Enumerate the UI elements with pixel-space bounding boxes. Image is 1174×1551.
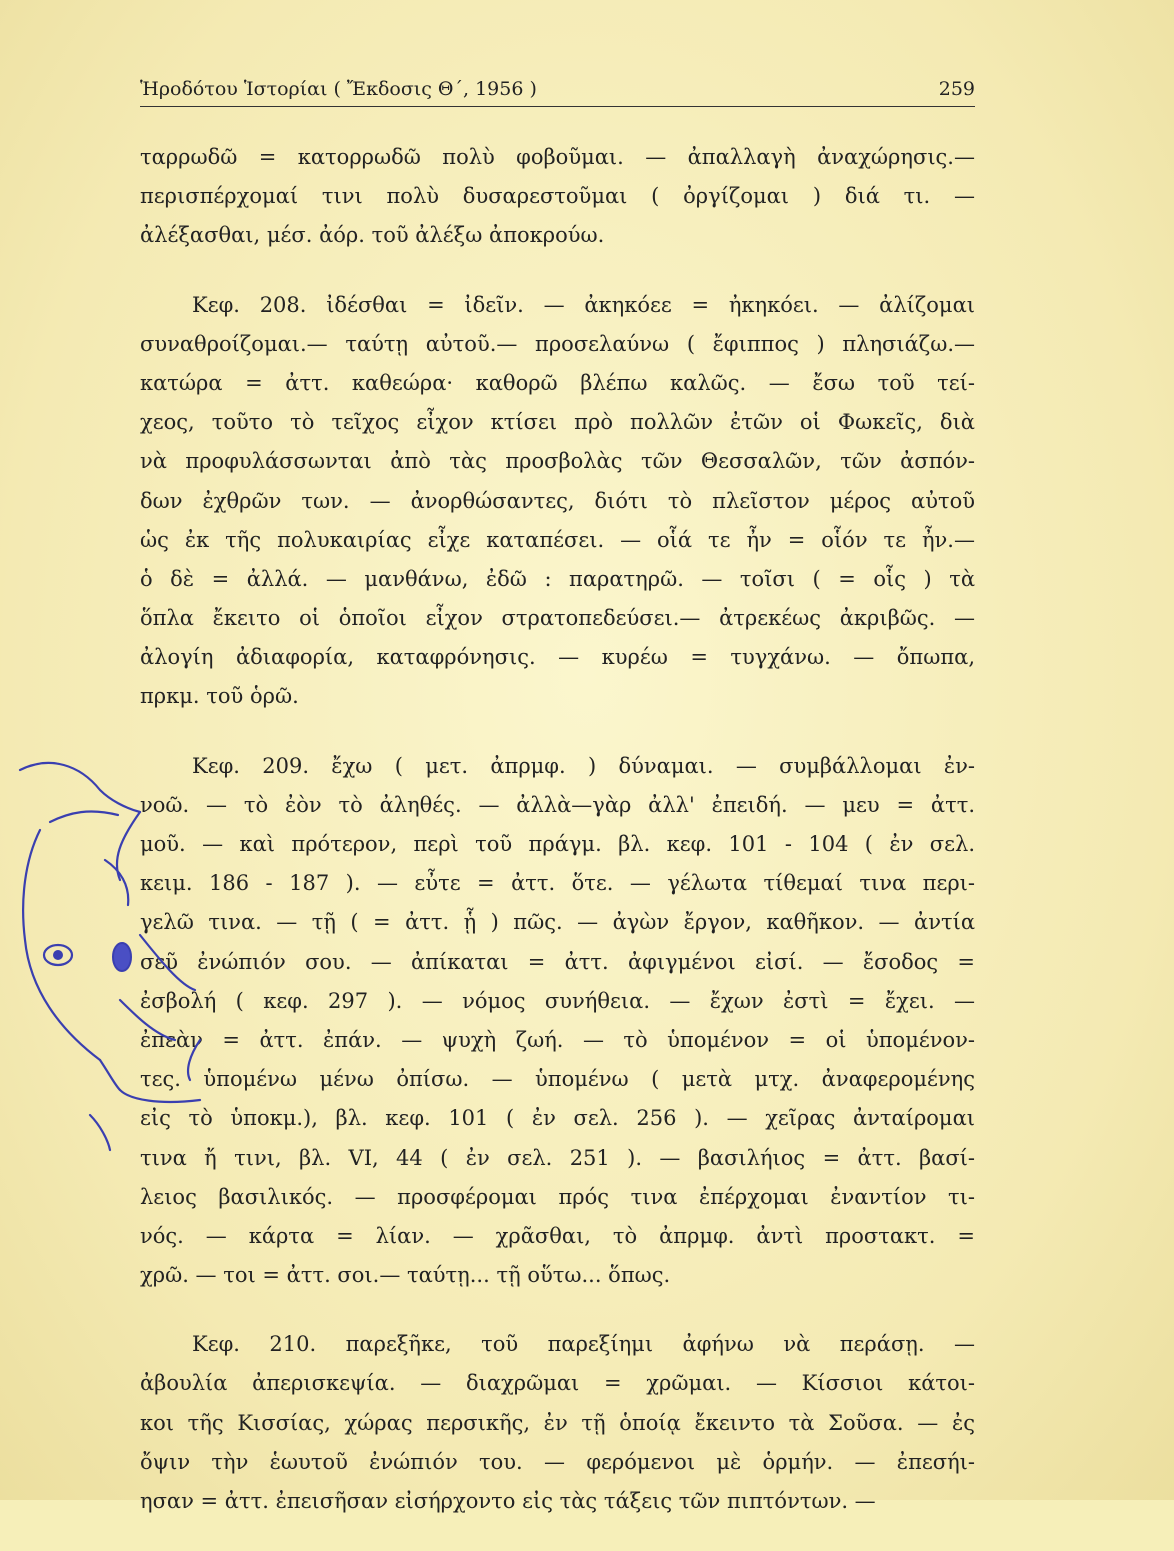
text-line: σεῦ ἐνώπιόν σου. — ἀπίκαται = ἀττ. ἀφιγμένοι εἰσί. — ἔσοδος = [140, 949, 975, 974]
text-line: δων ἐχθρῶν των. — ἀνορθώσαντες, διότι τὸ πλεῖστον μέρος αὐτοῦ [140, 488, 975, 513]
paragraph [140, 138, 975, 256]
text-line: χεος, τοῦτο τὸ τεῖχος εἶχον κτίσει πρὸ πολλῶν ἐτῶν οἱ Φωκεῖς, διὰ [140, 410, 975, 435]
text-line: μοῦ. — καὶ πρότερον, περὶ τοῦ πράγμ. βλ. κεφ. 101 - 104 ( ἐν σελ. [140, 832, 975, 856]
text-line: εἰς τὸ ὑποκμ.), βλ. κεφ. 101 ( ἐν σελ. 256 ). — χεῖρας ἀνταίρομαι [140, 1106, 975, 1131]
page-number: 259 [938, 78, 975, 100]
text-line: συναθροίζομαι.— ταύτῃ αὐτοῦ.— προσελαύνω ( ἔφιππος ) πλησιάζω.— [140, 331, 975, 356]
text-line: χρῶ. — τοι = ἀττ. σοι.— ταύτῃ... τῇ οὕτω... ὅπως. [140, 1263, 671, 1288]
paragraph [140, 286, 975, 717]
text-line: ησαν = ἀττ. ἐπεισῆσαν εἰσήρχοντο εἰς τὰς τάξεις τῶν πιπτόντων. — [140, 1489, 876, 1513]
text-line: κειμ. 186 - 187 ). — εὖτε = ἀττ. ὅτε. — γέλωτα τίθεμαί τινα περι- [140, 871, 975, 896]
text-line: νὰ προφυλάσσωνται ἀπὸ τὰς προσβολὰς τῶν Θεσσαλῶν, τῶν ἀσπόν- [140, 449, 975, 474]
text-line: τες. ὑπομένω μένω ὀπίσω. — ὑπομένω ( μετὰ μτχ. ἀναφερομένης [140, 1067, 975, 1092]
paragraph [140, 747, 975, 1296]
paragraph [140, 1325, 975, 1521]
text-line: ταρρωδῶ = κατορρωδῶ πολὺ φοβοῦμαι. — ἀπαλλαγὴ ἀναχώρησις.— [140, 145, 975, 169]
running-title: Ἡροδότου Ἱστορίαι ( Ἔκδοσις Θ΄, 1956 ) [140, 78, 537, 100]
text-line: λειος βασιλικός. — προσφέρομαι πρός τινα ἐπέρχομαι ἐναντίον τι- [140, 1184, 975, 1209]
text-line: ἀβουλία ἀπερισκεψία. — διαχρῶμαι = χρῶμαι. — Κίσσιοι κάτοι- [140, 1371, 975, 1396]
text-line: πρκμ. τοῦ ὁρῶ. [140, 684, 299, 709]
text-line: ὁ δὲ = ἀλλά. — μανθάνω, ἐδῶ : παρατηρῶ. — τοῖσι ( = οἷς ) τὰ [140, 566, 975, 591]
text-line: ἐσβολή ( κεφ. 297 ). — νόμος συνήθεια. — ἔχων ἐστὶ = ἔχει. — [140, 988, 975, 1013]
text-line: ὅπλα ἔκειτο οἱ ὁποῖοι εἶχον στρατοπεδεύσει.— ἀτρεκέως ἀκριβῶς. — [140, 606, 975, 631]
text-line: ὡς ἐκ τῆς πολυκαιρίας εἶχε καταπέσει. — οἷά τε ἦν = οἷόν τε ἦν.— [140, 527, 975, 552]
text-line: ἀλέξασθαι, μέσ. ἀόρ. τοῦ ἀλέξω ἀποκρούω. [140, 223, 605, 248]
text-line: νοῶ. — τὸ ἐὸν τὸ ἀληθές. — ἀλλὰ—γὰρ ἀλλ' ἐπειδή. — μευ = ἀττ. [140, 792, 975, 817]
body-text [140, 138, 975, 1551]
text-line: Κεφ. 209. ἔχω ( μετ. ἀπρμφ. ) δύναμαι. — συμβάλλομαι ἐν- [192, 753, 975, 778]
text-line: ἀλογίη ἀδιαφορία, καταφρόνησις. — κυρέω = τυγχάνω. — ὄπωπα, [140, 645, 975, 670]
running-header [140, 74, 975, 107]
text-line: τινα ἤ τινι, βλ. VI, 44 ( ἐν σελ. 251 ). — βασιλήιος = ἀττ. βασί- [140, 1145, 975, 1170]
text-line: νός. — κάρτα = λίαν. — χρᾶσθαι, τὸ ἀπρμφ. ἀντὶ προστακτ. = [140, 1223, 975, 1248]
text-line: κοι τῆς Κισσίας, χώρας περσικῆς, ἐν τῇ ὁποίᾳ ἔκειντο τὰ Σοῦσα. — ἐς [140, 1410, 975, 1435]
text-line: κατώρα = ἀττ. καθεώρα· καθορῶ βλέπω καλῶς. — ἔσω τοῦ τεί- [140, 370, 975, 395]
text-line: ἐπεὰν = ἀττ. ἐπάν. — ψυχὴ ζωή. — τὸ ὑπομένον = οἱ ὑπομένον- [140, 1027, 975, 1052]
text-line: γελῶ τινα. — τῇ ( = ἀττ. ᾗ ) πῶς. — ἀγὼν ἔργον, καθῆκον. — ἀντία [140, 910, 975, 935]
text-line: Κεφ. 208. ἰδέσθαι = ἰδεῖν. — ἀκηκόεε = ἠκηκόει. — ἀλίζομαι [192, 292, 975, 317]
text-line: Κεφ. 210. παρεξῆκε, τοῦ παρεξίημι ἀφήνω νὰ περάσῃ. — [192, 1332, 975, 1357]
text-line: περισπέρχομαί τινι πολὺ δυσαρεστοῦμαι ( ὀργίζομαι ) διά τι. — [140, 184, 975, 209]
text-line: ὄψιν τὴν ἑωυτοῦ ἐνώπιόν του. — φερόμενοι μὲ ὁρμήν. — ἐπεσήι- [140, 1449, 975, 1474]
